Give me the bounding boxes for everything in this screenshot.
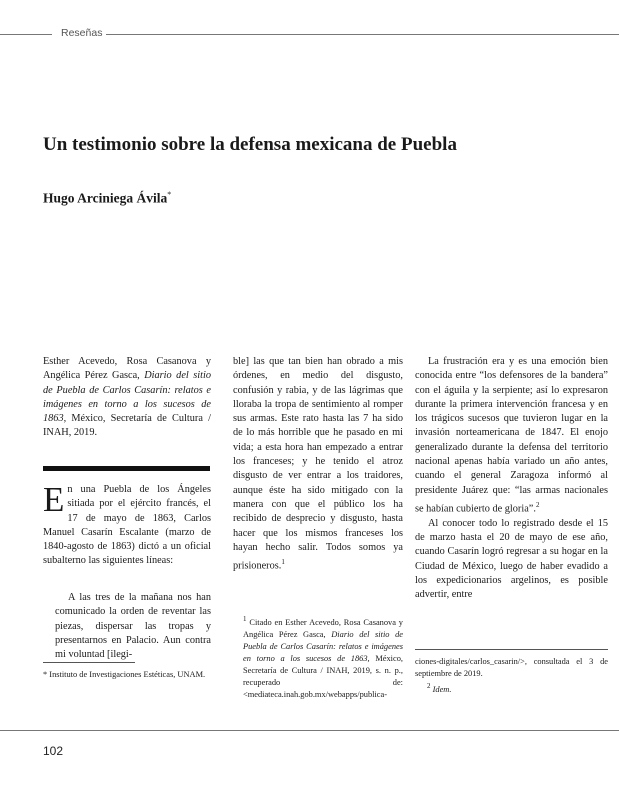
footnote-1-title: Diario del sitio de Puebla de Carlos Casarín: relatos e imágenes en torno a los sucesos de 1863, bbox=[243, 629, 404, 663]
footnote-1 bbox=[243, 613, 403, 701]
footnotes-col3 bbox=[415, 656, 608, 696]
reference-authors: Esther Acevedo, Rosa Casanova y Angélica Pérez Gasca, bbox=[43, 356, 211, 382]
header-rule-right bbox=[106, 34, 619, 35]
footnote-2-mark: 2 bbox=[427, 682, 431, 690]
author-name: Hugo Arciniega Ávila bbox=[43, 190, 168, 206]
quote-text: A las tres de la mañana nos han comunicado la orden de reventar las piezas, dispersar las tropas y presentarnos en Palacio. Aun contra mi voluntad [ilegi- bbox=[55, 592, 211, 661]
quote-continued-text: ble] las que tan bien han obrado a mis órdenes, en medio del disgusto, confusión y rabia, y de las lágrimas que lloraba la tropa de sentimiento al romper sus armas. Este rato hasta las 7 ha sido de lo más horrible que he pasado en mi vida; a esta hora han empezado a entrar los franceses; y he tenido el atroz disgusto de ver entrar a los traidores, aunque éste ha sido mitigado con la manera con que el público los ha recibido de desprecio y disgusto, hasta hacer que los mismos franceses los hayan hecho salir. Todos somos ya prisioneros. bbox=[233, 356, 403, 572]
footer-rule bbox=[0, 730, 619, 731]
section-label: Reseñas bbox=[61, 27, 103, 39]
footnote-1-mark: 1 bbox=[243, 615, 247, 623]
footnote-separator-col3 bbox=[415, 649, 608, 650]
intro-text: n una Puebla de los Ángeles sitiada por el ejército francés, el 17 de mayo de 1863, Carlos Manuel Casarín Escalante (marzo de 1840-agosto de 1863) dictó a un oficial subalterno las siguientes líneas: bbox=[43, 484, 211, 567]
author-footnote-mark: * bbox=[167, 190, 172, 199]
author-line bbox=[43, 190, 171, 207]
article-title: Un testimonio sobre la defensa mexicana de Puebla bbox=[43, 134, 457, 155]
paragraph-2: Al conocer todo lo registrado desde el 15 de marzo hasta el 20 de mayo de ese año, cuando Casarín logró regresar a su hogar en la Ciudad de México, luego de haber evadido a los expedicionarios argelinos, es posible advertir, entre bbox=[415, 517, 608, 601]
paragraph-1: La frustración era y es una emoción bien conocida entre “los defensores de la bandera” con el águila y la serpiente; así lo expresaron durante la primera intervención francesa y en los trágicos sucesos que tuvieron lugar en la invasión norteamericana de 1847. El enojo generalizado durante la defensa del territorio nacional apenas había variado un año antes, cuando el general Zaragoza informó al presidente Juárez que: “las armas nacionales se habían cubierto de gloria”. bbox=[415, 356, 608, 515]
reference-publisher: México, Secretaría de Cultura / INAH, 2019. bbox=[43, 413, 211, 439]
book-reference bbox=[43, 355, 211, 441]
footnote-1-continued: ciones-digitales/carlos_casarin/>, consultada el 3 de septiembre de 2019. bbox=[415, 657, 608, 678]
footnote-separator bbox=[43, 662, 135, 663]
footnote-ref-1: 1 bbox=[281, 558, 285, 567]
drop-cap: E bbox=[43, 480, 65, 519]
page-number: 102 bbox=[43, 744, 64, 758]
footnote-1-rest: México, Secretaría de Cultura / INAH, 2019, s. n. p., recuperado de: <mediateca.inah.gob.mx/webapps/publica- bbox=[243, 653, 404, 699]
author-footnote-text: * Instituto de Investigaciones Estéticas, UNAM. bbox=[43, 670, 206, 679]
author-footnote bbox=[43, 669, 211, 681]
intro-paragraph bbox=[43, 480, 211, 569]
header-rule-left bbox=[0, 34, 52, 35]
footnote-2-text: Idem. bbox=[432, 684, 452, 694]
reference-title: Diario del sitio de Puebla de Carlos Casarín: relatos e imágenes en torno a los sucesos de 1863, bbox=[43, 370, 211, 425]
block-quote-continued bbox=[233, 355, 403, 574]
section-divider bbox=[43, 466, 210, 471]
body-paragraphs bbox=[415, 355, 608, 602]
footnote-ref-2: 2 bbox=[535, 500, 540, 509]
footnote-1-lead: Citado en Esther Acevedo, Rosa Casanova y Angélica Pérez Gasca, bbox=[243, 617, 403, 639]
block-quote-start bbox=[43, 591, 211, 662]
